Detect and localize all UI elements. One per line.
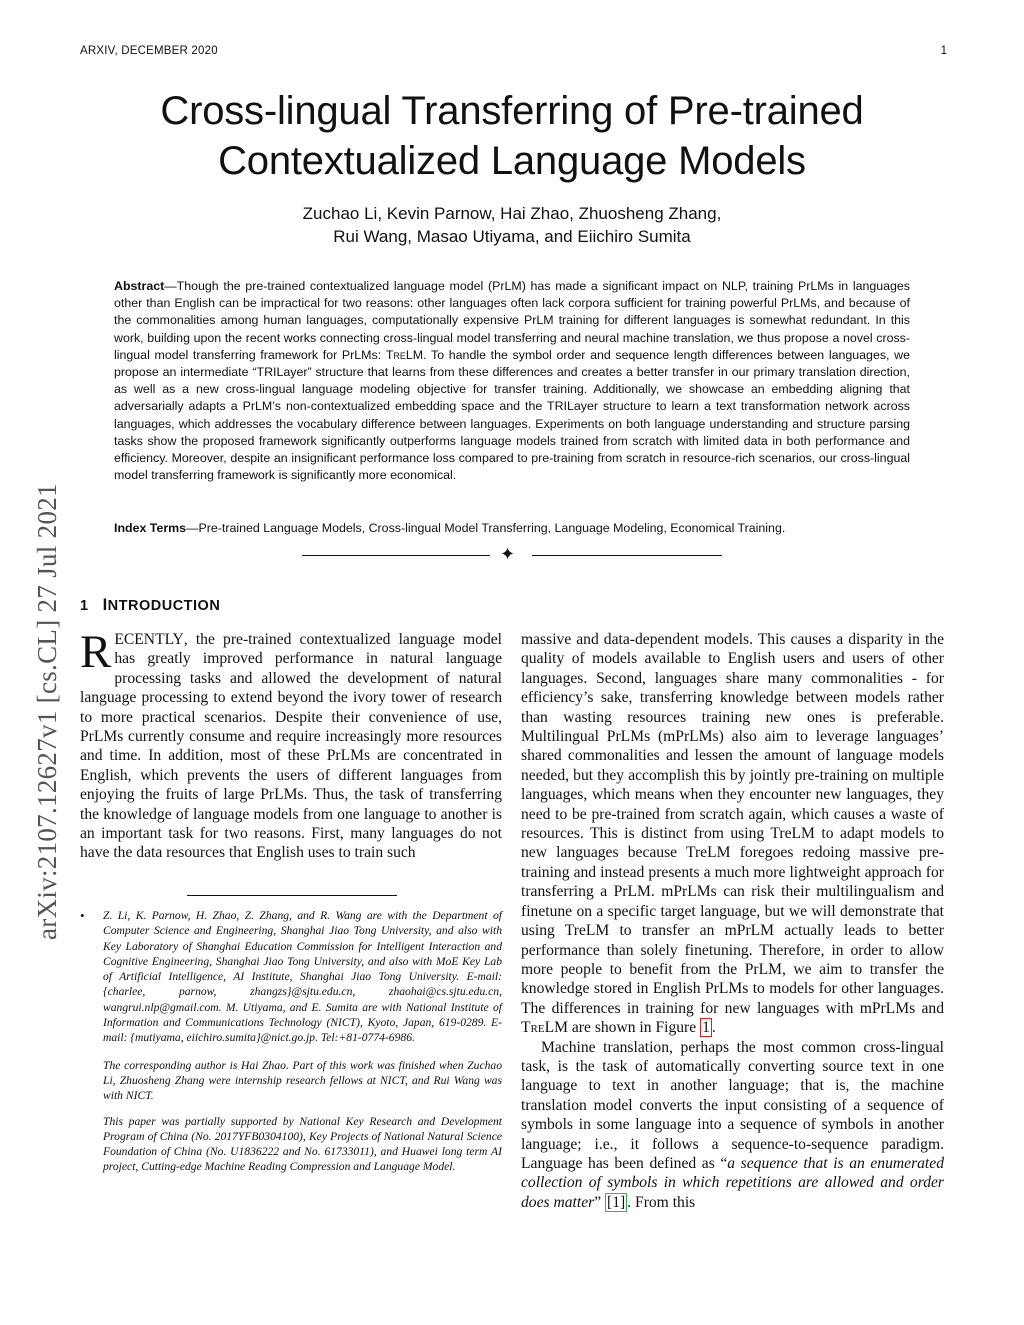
framework-name-inline: TreLM — [521, 1019, 568, 1037]
intro-right-column — [521, 630, 944, 1212]
section-title-rest: NTRODUCTION — [107, 598, 221, 614]
paragraph-2-text: Machine translation, perhaps the most common cross-lingual task, is the task of automatically converting source text in one language to text in another language; that is, the machine translation model converts the input consisting of a sequence of symbols in some language into a sequence of symbols in another language; i.e., it follows a sequence-to-sequence paradigm. Language has been defined as “ — [521, 1038, 944, 1172]
index-terms-text: —Pre-trained Language Models, Cross-lingual Model Transferring, Language Modeling, Economical Training. — [186, 521, 786, 535]
abstract-label: Abstract — [114, 279, 165, 293]
abstract-text-1: —Though the pre-trained contextualized language model (PrLM) has made a significant impact on NLP, training PrLMs in languages other than English can be impractical for two reasons: other languages often lack corpora sufficient for training powerful PrLMs, and because of the commonalities among human languages, computationally expensive PrLM training for different languages is somewhat redundant. In this work, building upon the recent works connecting cross-lingual model transferring and neural machine translation, we thus propose a novel cross-lingual model transferring framework for PrLMs: — [114, 279, 910, 362]
paragraph-1-text: massive and data-dependent models. This causes a disparity in the quality of models available to English users and users of other languages. Second, languages share many commonalities - for efficiency’s sake, transferring knowledge between models rather than wasting resources training new ones is preferable. Multilingual PrLMs (mPrLMs) also aim to leverage languages’ shared commonalities and lessen the amount of language models needed, but they accomplish this by jointly pre-training on multiple languages, which means when they encounter new languages, they need to be pre-trained from scratch again, which causes a waste of resources. This is distinct from using TreLM to adapt models to new languages because TreLM foregoes redoing massive pre-training and instead presents a much more lightweight approach for transferring a PrLM. mPrLMs can risk their multilingualism and finetune on a specific target language, but we will demonstrate that using TreLM to transfer an mPrLM actually leads to better performance than solely finetuning. Therefore, in order to allow more people to benefit from the PrLM, we aim to transfer the knowledge stored in English PrLMs to models for other languages. The differences in training for new languages with mPrLMs and — [521, 631, 944, 1017]
paragraph-1-end: are shown in Figure — [567, 1019, 701, 1037]
abstract — [114, 278, 910, 484]
language-definition-quote: a sequence that is an enumerated collection of symbols in which repetitions are allowed and order does matter — [521, 1154, 944, 1211]
intro-left-column — [80, 626, 502, 863]
index-terms — [114, 520, 910, 537]
intro-right-paragraph-1 — [521, 630, 944, 1038]
authors-line-2: Rui Wang, Masao Utiyama, and Eiichiro Sumita — [333, 227, 691, 246]
footnote-bullet: • — [80, 908, 85, 923]
drop-cap: R — [80, 626, 112, 678]
paper-title — [60, 86, 964, 186]
figure-1-link[interactable]: 1 — [702, 1019, 710, 1037]
footnotes — [80, 908, 502, 1175]
page-number: 1 — [940, 45, 947, 57]
section-initial: I — [102, 596, 108, 614]
author-list — [60, 202, 964, 248]
section-number: 1 — [80, 598, 89, 614]
footnote-corresponding-author: The corresponding author is Hai Zhao. Part of this work was finished when Zuchao Li, Zhuosheng Zhang were internship research fellows at NICT, and Rui Wang was with NICT. — [103, 1058, 502, 1103]
index-terms-label: Index Terms — [114, 521, 187, 535]
intro-left-text: , the pre-trained contextualized language model has greatly improved performance in natural language processing tasks and allowed the development of natural language processing to extend beyond the ivory tower of research to more practical scenarios. Despite their convenience of use, PrLMs currently consume and require increasingly more resources and time. In addition, most of these PrLMs are concentrated in English, which prevents the users of different languages from enjoying the fruits of large PrLMs. Thus, the task of transferring the knowledge of language models from one language to another is an important task for two reasons. First, many languages do not have the data resources that English uses to train such — [80, 631, 502, 862]
footnote-affiliations: Z. Li, K. Parnow, H. Zhao, Z. Zhang, and R. Wang are with the Department of Computer Science and Engineering, Shanghai Jiao Tong University, and also with Key Laboratory of Shanghai Education Commission for Intelligent Interaction and Cognitive Engineering, Shanghai Jiao Tong University, and also with MoE Key Lab of Artificial Intelligence, AI Institute, Shanghai Jiao Tong University. E-mail: {charlee, parnow, zhangzs}@sjtu.edu.cn, zhaohai@cs.sjtu.edu.cn, wangrui.nlp@gmail.com. M. Utiyama, and E. Sumita are with National Institute of Information and Communications Technology (NICT), Kyoto, Japan, 619-0289. E-mail: {mutiyama, eiichiro.sumita}@nict.go.jp. Tel:+81-0774-6986. — [103, 909, 502, 1045]
paragraph-1-period: . — [711, 1019, 716, 1037]
separator-diamond-icon: ✦ — [500, 544, 516, 564]
separator-rule-left — [302, 555, 490, 556]
abstract-text-2: . To handle the symbol order and sequence length differences between languages, we propose an intermediate “TRILayer” structure that learns from these differences and creates a better transfer in our primary translation direction, as well as a new cross-lingual language modeling objective for transfer training. Additionally, we showcase an embedding aligning that adversarially adapts a PrLM’s non-contextualized embedding space and the TRILayer structure to learn a text transformation network across languages, which addresses the vocabulary difference between languages. Experiments on both language understanding and structure parsing tasks show the proposed framework significantly outperforms language models trained from scratch with limited data in both performance and efficiency. Moreover, despite an insignificant performance loss compared to pre-training from scratch in resource-rich scenarios, our cross-lingual model transferring framework is significantly more economical. — [114, 347, 910, 483]
authors-line-1: Zuchao Li, Kevin Parnow, Hai Zhao, Zhuosheng Zhang, — [302, 204, 722, 223]
section-heading — [80, 596, 220, 615]
citation-1-link[interactable]: [1] — [607, 1193, 626, 1211]
arxiv-identifier[interactable]: arXiv:2107.12627v1 [cs.CL] 27 Jul 2021 — [32, 483, 62, 940]
running-header: ARXIV, DECEMBER 2020 — [80, 45, 218, 57]
smallcaps-opening: ECENTLY — [114, 631, 184, 648]
separator-rule-right — [532, 555, 722, 556]
paragraph-2-after-quote: ” — [594, 1193, 606, 1211]
framework-name: TreLM — [385, 347, 424, 362]
footnote-funding: This paper was partially supported by National Key Research and Development Program of China (No. 2017YFB0304100), Key Projects of National Natural Science Foundation of China (No. U1836222 and No. 61733011), and Huawei long term AI project, Cutting-edge Machine Reading Compression and Language Model. — [103, 1114, 502, 1174]
paragraph-2-end: . From this — [627, 1193, 696, 1211]
footnote-rule — [187, 895, 397, 896]
title-line-1: Cross-lingual Transferring of Pre-trained — [160, 89, 864, 133]
intro-right-paragraph-2 — [521, 1038, 944, 1213]
title-line-2: Contextualized Language Models — [218, 139, 806, 183]
